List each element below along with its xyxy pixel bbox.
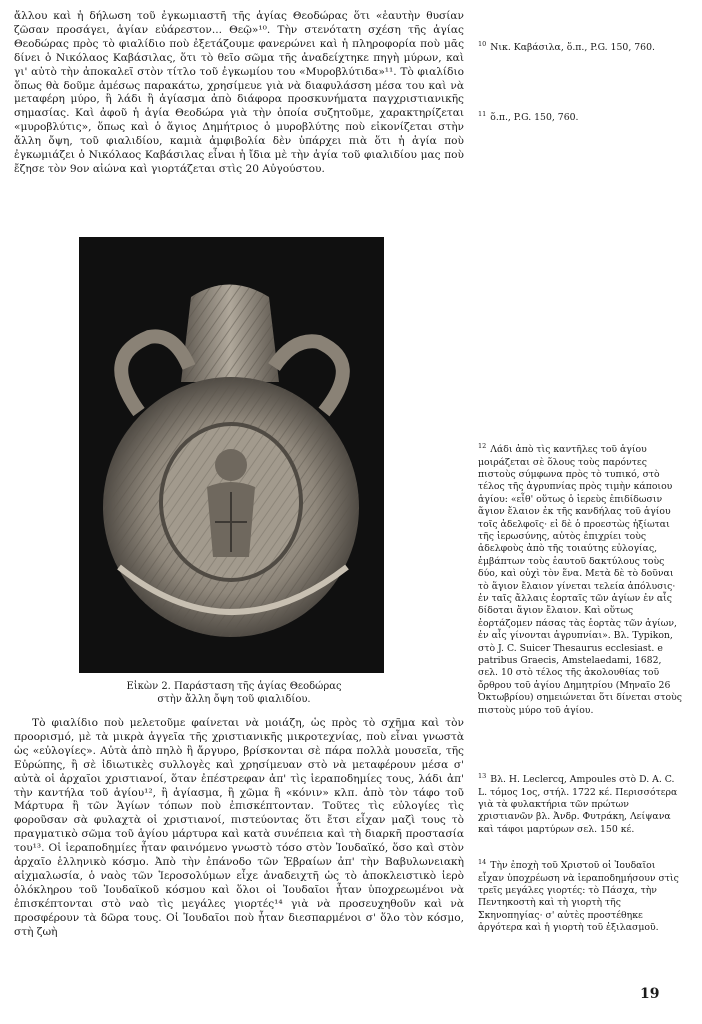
main-column-lower	[14, 717, 464, 940]
footnote-number: 10	[478, 40, 487, 48]
figure-caption-line-2: στὴν ἄλλη ὄψη τοῦ φιαλιδίου.	[157, 693, 311, 705]
footnote-12	[478, 440, 683, 717]
paragraph-1: ἄλλου καὶ ἡ δήλωση τοῦ ἐγκωμιαστῆ τῆς ἁγίας Θεοδώρας ὅτι «ἑαυτὴν θυσίαν ζῶσαν προσάγει, ἁγίαν εὐάρεστον... Θεῷ»¹⁰. Τὴν στενότατη σχέση τῆς ἁγίας Θεοδώρας πρὸς τὸ φιαλίδιο ποὺ ἐξετάζουμε φανερώνει καὶ ἡ πληροφορία ποὺ μᾶς δίνει ὁ Νικόλαος Καβάσιλας, ὅτι τὸ θεῖο σῶμα τῆς ἀναδείχτηκε πηγὴ μύρων, καὶ γι' αὐτὸ τὴν ἀποκαλεῖ στὸν τίτλο τοῦ ἐγκωμίου του «Μυροβλύτιδα»¹¹. Τὸ φιαλίδιο ὅπως θὰ δοῦμε ἀμέσως παρακάτω, χρησίμευε γιὰ νὰ διαφυλάσση μέσα του καὶ νὰ μεταφέρη μύρο, ἢ λάδι ἢ ἁγίασμα ἀπὸ διάφορα προσκυνήματα παγχριστιανικῆς σημασίας. Καὶ ἀφοῦ ἡ ἁγία Θεοδώρα γιὰ τὴν ὁποία συζητοῦμε, χαρακτηρίζεται «μυροβλύτις», ὅπως καὶ ὁ ἅγιος Δημήτριος ὁ μυροβλύτης ποὺ εἰκονίζεται στὴν ἄλλη ὄψη, τοῦ φιαλιδίου, καμιὰ ἀμφιβολία δὲν ὑπάρχει πιὰ ὅτι ἡ ἁγία ποὺ ἐγκωμιάζει ὁ Νικόλαος Καβάσιλας εἶναι ἡ ἴδια μὲ τὴν ἁγία τοῦ φιαλιδίου μας ποὺ ἔζησε τὸν 9ον αἰώνα καὶ γιορτάζεται στὶς 20 Αὐγούστου.	[14, 10, 464, 175]
footnote-number: 11	[478, 110, 487, 118]
footnote-text: Νικ. Καβάσιλα, ὅ.π., P.G. 150, 760.	[490, 42, 655, 54]
figure-caption-line-1: Εἰκὼν 2. Παράσταση τῆς ἁγίας Θεοδώρας	[126, 681, 342, 692]
footnote-number: 12	[478, 442, 487, 450]
main-column	[14, 10, 464, 177]
footnote-10	[478, 38, 683, 55]
footnote-14	[478, 856, 683, 935]
footnote-11	[478, 108, 683, 125]
figure-caption	[14, 681, 454, 706]
ampulla-photograph	[79, 237, 384, 673]
footnote-text: Τὴν ἐποχὴ τοῦ Χριστοῦ οἱ Ἰουδαῖοι εἶχαν ὑποχρέωση νὰ ἱεραποδημήσουν στὶς τρεῖς μεγάλες γιορτές: τὸ Πάσχα, τὴν Πεντηκοστὴ καὶ τὴ γιορτὴ τῆς Σκηνοπηγίας· σ' αὐτὲς προστέθηκε ἀργότερα καὶ ἡ γιορτὴ τοῦ ἐξιλασμοῦ.	[478, 860, 679, 934]
footnote-number: 13	[478, 772, 487, 780]
page-number: 19	[640, 986, 660, 1002]
footnote-number: 14	[478, 858, 487, 866]
footnote-text: Λάδι ἀπὸ τὶς καντῆλες τοῦ ἁγίου μοιράζεται σὲ ὅλους τοὺς παρόντες πιστοὺς σύμφωνα πρὸς τὸ τυπικό, στὸ τέλος τῆς ἀγρυπνίας πρὸς τιμὴν κάποιου ἁγίου: «εἶθ' οὕτως ὁ ἱερεὺς ἐπιδίδωσιν ἅγιον ἔλαιον ἐκ τῆς κανδήλας τοῦ ἁγίου τοῖς ἀδελφοῖς· εἰ δὲ ὁ προεστὼς ἠξίωται τῆς ἱερωσύνης, αὐτὸς ἐπιχρίει τοὺς ἀδελφοὺς ἀπὸ τῆς τοιαύτης εὐλογίας, ἐμβάπτων τοὺς ἑαυτοῦ δακτύλους τοὺς δύο, καὶ οὐχὶ τὸν ἕνα. Μετὰ δὲ τὸ δοῦναι τὸ ἅγιον ἔλαιον γίνεται τελεία ἀπόλυσις· ἐν ταῖς ἄλλαις ἑορταῖς τῶν ἁγίων ἐν αἷς δίδοται ἅγιον ἔλαιον. Καὶ οὕτως ἑορτάζομεν πάσας τὰς ἑορτὰς τῶν ἁγίων, ἐν αἷς γίνονται ἀγρυπνίαι». Βλ. Typikon, στὸ J. C. Suicer Thesaurus ecclesiast. e patribus Graecis, Amstelaedami, 1682, σελ. 10 στὸ τέλος τῆς ἀκολουθίας τοῦ ὄρθρου τοῦ ἁγίου Δημητρίου (Μηναῖο 26 Ὀκτωβρίου) σημειώνεται ὅτι δίνεται στοὺς πιστοὺς μύρο τοῦ ἁγίου.	[478, 444, 682, 716]
paragraph-2: Τὸ φιαλίδιο ποὺ μελετοῦμε φαίνεται νὰ μοιάζη, ὡς πρὸς τὸ σχῆμα καὶ τὸν προορισμό, μὲ τὰ μικρὰ ἀγγεῖα τῆς χριστιανικῆς μικροτεχνίας, ποὺ εἶναι γνωστὰ ὡς «εὐλογίες». Αὐτὰ ἀπὸ πηλὸ ἢ ἄργυρο, βρίσκονται σὲ πάρα πολλὰ μουσεῖα, τῆς Εὐρώπης, ἢ σὲ ἰδιωτικὲς συλλογὲς καὶ χρησίμευαν στὸ νὰ μεταφέρουν μέσα σ' αὐτὰ οἱ ἀρχαῖοι χριστιανοί, ὅταν ἐπέστρεφαν ἀπ' τὶς ἱεραποδημίες τους, λάδι ἀπ' τὴν καντήλα τοῦ ἁγίου¹², ἢ ἁγίασμα, ἢ χῶμα ἢ «κόνιν» κλπ. ἀπὸ τὸν τάφο τοῦ Μάρτυρα ἢ τῶν Ἁγίων τόπων ποὺ ἐπισκέπτονταν. Τοῦτες τὶς εὐλογίες τὶς φοροῦσαν σὰ φυλαχτὰ οἱ χριστιανοί, πιστεύοντας ὅτι ἔτσι εἶχαν μαζὶ τους τὸ πραγματικὸ σῶμα τοῦ ἁγίου μάρτυρα καὶ κατὰ συνέπεια καὶ τὴ διαρκῆ προστασία του¹³. Οἱ ἱεραποδημίες ἦταν φαινόμενο γνωστὸ τόσο στὸν Ἰουδαϊκό, ὅσο καὶ στὸν ἀρχαῖο ἑλληνικὸ κόσμο. Ἀπὸ τὴν ἐπάνοδο τῶν Ἑβραίων ἀπ' τὴν Βαβυλωνειακὴ αἰχμαλωσία, ὁ ναὸς τῶν Ἱεροσολύμων εἶχε ἀναδειχτῆ ὡς τὸ ἀποκλειστικὸ ἱερὸ ὁλόκληρου τοῦ Ἰουδαϊκοῦ κόσμου καὶ ὅλοι οἱ Ἰουδαῖοι ἦταν ὑποχρεωμένοι νὰ ἐπισκέπτονται στὸ ναὸ τὶς μεγάλες γιορτές¹⁴ γιὰ νὰ προσευχηθοῦν καὶ νὰ προσφέρουν τὰ δῶρα τους. Οἱ Ἰουδαῖοι ποὺ ἦταν διεσπαρμένοι σ' ὅλο τὸν κόσμο, στὴ ζωὴ	[14, 717, 464, 938]
footnote-text: ὅ.π., P.G. 150, 760.	[490, 112, 579, 124]
footnote-text: Βλ. H. Leclercq, Ampoules στὸ D. A. C. L. τόμος 1ος, στήλ. 1722 κέ. Περισσότερα γιὰ τὰ φυλακτήρια τῶν πρώτων χριστιανῶν βλ. Ἀνδρ. Φυτράκη, Λείψανα καὶ τάφοι μαρτύρων σελ. 150 κέ.	[478, 774, 678, 835]
footnote-13	[478, 770, 683, 836]
